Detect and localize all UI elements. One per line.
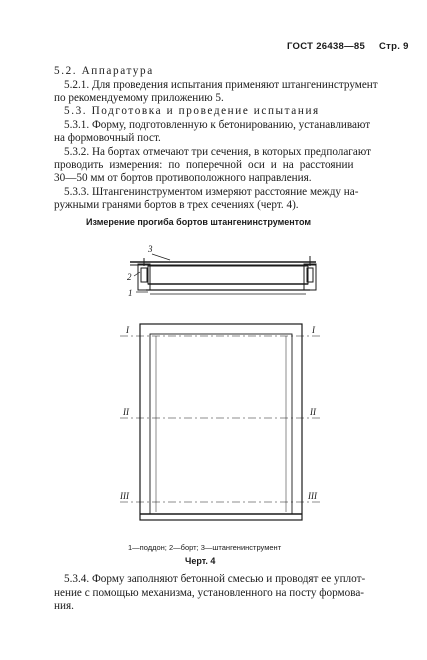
leader-2 xyxy=(134,272,140,276)
figure-legend: 1—поддон; 2—борт; 3—штангенинструмент xyxy=(128,543,282,552)
para-5-3-4-line1: 5.3.4. Форму заполняют бетонной смесью и проводят ее уплот- xyxy=(64,573,366,585)
para-5-2-1-line2: по рекомендуемому приложению 5. xyxy=(54,92,224,104)
figure-label: Черт. 4 xyxy=(185,556,216,566)
para-5-2-1-line1: 5.2.1. Для проведения испытания применяют штангенинструмент xyxy=(64,79,378,91)
para-5-3-2-line1: 5.3.2. На бортах отмечают три сечения, в которых предполагают xyxy=(64,146,371,158)
callout-1: 1 xyxy=(128,288,133,298)
para-5-3-1-line2: на формовочный пост. xyxy=(54,132,161,144)
para-5-3-1-line1: 5.3.1. Форму, подготовленную к бетонированию, устанавливают xyxy=(64,119,371,131)
callout-2: 2 xyxy=(127,272,132,282)
section-mark-I-right: I xyxy=(312,325,315,335)
standard-number: ГОСТ 26438—85 xyxy=(287,41,366,52)
section-mark-II-right: II xyxy=(310,407,316,417)
section-5-3-heading: 5.3. Подготовка и проведение испытания xyxy=(64,105,320,117)
side-view xyxy=(130,254,316,294)
figure-title: Измерение прогиба бортов штангенинструментом xyxy=(86,217,312,227)
figure-drawing xyxy=(110,240,350,540)
para-5-3-4-line3: ния. xyxy=(54,600,74,612)
page-number: Стр. 9 xyxy=(379,41,409,52)
page-header xyxy=(287,41,409,52)
plan-view xyxy=(120,324,322,520)
para-5-3-2-line3: 30—50 мм от бортов противоположного направления. xyxy=(54,172,312,184)
section-mark-III-left: III xyxy=(120,491,129,501)
section-5-2-heading: 5.2. Аппаратура xyxy=(54,65,154,77)
section-mark-I-left: I xyxy=(126,325,129,335)
leader-3 xyxy=(152,254,170,260)
para-5-3-3-line2: ружными гранями бортов в трех сечениях (черт. 4). xyxy=(54,199,299,211)
callout-3: 3 xyxy=(148,244,153,254)
section-mark-II-left: II xyxy=(123,407,129,417)
para-5-3-2-line2: проводить измерения: по поперечной оси и на расстоянии xyxy=(54,159,354,171)
para-5-3-3-line1: 5.3.3. Штангенинструментом измеряют расстояние между на- xyxy=(64,186,359,198)
section-mark-III-right: III xyxy=(308,491,317,501)
para-5-3-4-line2: нение с помощью механизма, установленного на посту формова- xyxy=(54,587,365,599)
